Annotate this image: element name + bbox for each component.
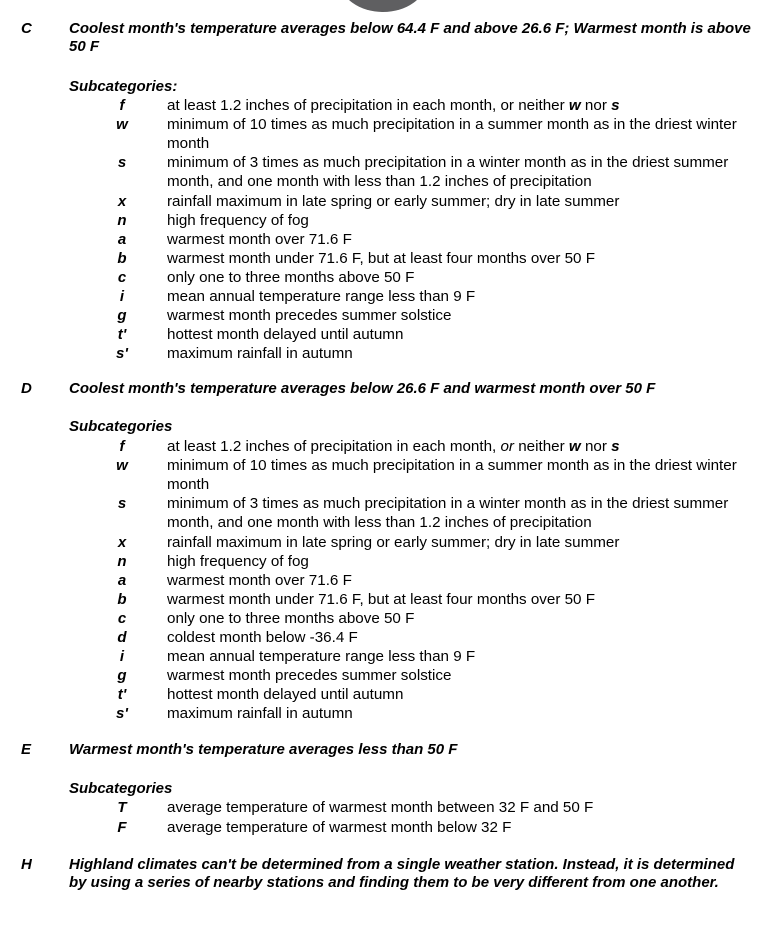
item-description: minimum of 10 times as much precipitation in a summer month as in the driest winter month bbox=[167, 457, 737, 494]
section-heading: Highland climates can't be determined from a single weather station. Instead, it is determined by using a series of nearby stations and finding them to be very different from one another. bbox=[69, 856, 735, 891]
item-description: minimum of 3 times as much precipitation in a winter month as in the driest summer month, and one month with less than 1.2 inches of precipitation bbox=[167, 495, 729, 532]
item-description: hottest month delayed until autumn bbox=[167, 686, 404, 703]
item-code: c bbox=[117, 610, 127, 627]
item-code: T bbox=[117, 799, 127, 816]
item-description: only one to three months above 50 F bbox=[167, 610, 415, 627]
section-letter: H bbox=[21, 856, 32, 873]
item-description: average temperature of warmest month below 32 F bbox=[167, 819, 512, 836]
subcategories-label: Subcategories: bbox=[69, 78, 178, 95]
item-code: n bbox=[117, 553, 127, 570]
item-description: warmest month under 71.6 F, but at least four months over 50 F bbox=[167, 250, 595, 267]
item-code: i bbox=[119, 648, 125, 665]
item-code: f bbox=[119, 97, 125, 114]
item-code: g bbox=[117, 667, 127, 684]
item-code: d bbox=[117, 629, 127, 646]
item-code: c bbox=[117, 269, 127, 286]
item-code: F bbox=[117, 819, 127, 836]
item-code: n bbox=[117, 212, 127, 229]
section-letter: C bbox=[21, 20, 32, 37]
subcategories-label: Subcategories bbox=[69, 780, 173, 797]
subcategories-label: Subcategories bbox=[69, 418, 173, 435]
top-overlay-circle bbox=[340, 0, 426, 12]
item-description: average temperature of warmest month between 32 F and 50 F bbox=[167, 799, 594, 816]
item-code: w bbox=[116, 116, 128, 133]
item-code: b bbox=[117, 250, 127, 267]
item-description: at least 1.2 inches of precipitation in each month, or neither w nor s bbox=[167, 97, 620, 114]
item-code: b bbox=[117, 591, 127, 608]
item-code: i bbox=[119, 288, 125, 305]
item-code: w bbox=[116, 457, 128, 474]
item-description: minimum of 3 times as much precipitation in a winter month as in the driest summer month, and one month with less than 1.2 inches of precipitation bbox=[167, 154, 729, 191]
section-heading: Coolest month's temperature averages below 64.4 F and above 26.6 F; Warmest month is above 50 F bbox=[69, 20, 751, 55]
item-description: high frequency of fog bbox=[167, 553, 309, 570]
section-letter: E bbox=[21, 741, 32, 758]
item-description: mean annual temperature range less than 9 F bbox=[167, 288, 476, 305]
section-letter: D bbox=[21, 380, 32, 397]
item-description: maximum rainfall in autumn bbox=[167, 705, 353, 722]
item-description: minimum of 10 times as much precipitation in a summer month as in the driest winter month bbox=[167, 116, 737, 153]
item-description: warmest month over 71.6 F bbox=[167, 572, 352, 589]
item-code: t' bbox=[117, 686, 127, 703]
item-code: s bbox=[117, 154, 127, 171]
section-heading: Warmest month's temperature averages less than 50 F bbox=[69, 741, 458, 758]
item-description: warmest month precedes summer solstice bbox=[167, 667, 452, 684]
item-description: hottest month delayed until autumn bbox=[167, 326, 404, 343]
item-code: g bbox=[117, 307, 127, 324]
item-code: a bbox=[117, 231, 127, 248]
item-code: t' bbox=[117, 326, 127, 343]
item-description: only one to three months above 50 F bbox=[167, 269, 415, 286]
item-description: coldest month below -36.4 F bbox=[167, 629, 358, 646]
item-description: warmest month under 71.6 F, but at least four months over 50 F bbox=[167, 591, 595, 608]
item-description: rainfall maximum in late spring or early summer; dry in late summer bbox=[167, 193, 620, 210]
item-description: high frequency of fog bbox=[167, 212, 309, 229]
item-code: f bbox=[119, 438, 125, 455]
item-code: s' bbox=[116, 705, 128, 722]
item-description: warmest month over 71.6 F bbox=[167, 231, 352, 248]
item-code: x bbox=[117, 534, 127, 551]
item-description: mean annual temperature range less than 9 F bbox=[167, 648, 476, 665]
item-description: at least 1.2 inches of precipitation in each month, or neither w nor s bbox=[167, 438, 620, 455]
item-description: rainfall maximum in late spring or early summer; dry in late summer bbox=[167, 534, 620, 551]
section-heading: Coolest month's temperature averages below 26.6 F and warmest month over 50 F bbox=[69, 380, 656, 397]
item-description: maximum rainfall in autumn bbox=[167, 345, 353, 362]
item-code: s' bbox=[116, 345, 128, 362]
item-code: s bbox=[117, 495, 127, 512]
item-description: warmest month precedes summer solstice bbox=[167, 307, 452, 324]
item-code: a bbox=[117, 572, 127, 589]
item-code: x bbox=[117, 193, 127, 210]
